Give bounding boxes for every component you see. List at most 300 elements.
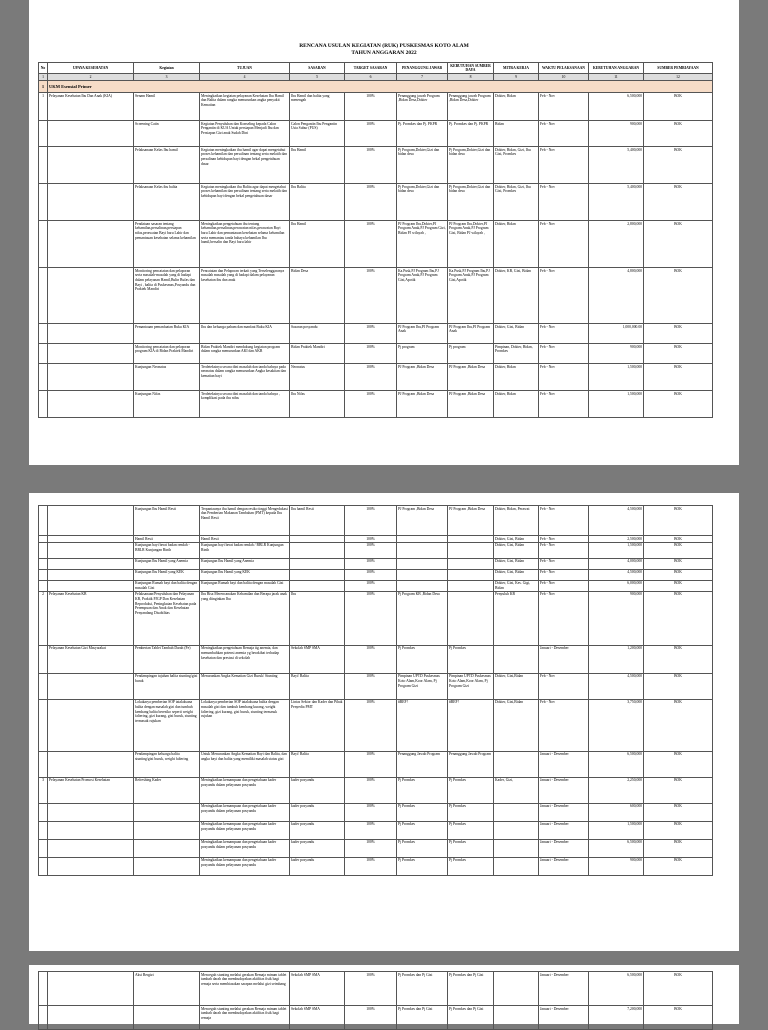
cell-mitra-kerja: Dokter, Gizi, Bidan (494, 324, 539, 344)
cell-sasaran: Bidan Praktek Mandiri (290, 344, 345, 364)
document-title: RENCANA USULAN KEGIATAN (RUK) PUSKESMAS KOTO ALAM (299, 43, 469, 49)
cell-sumber-pembiayaan: BOK (644, 673, 713, 699)
table-body-page-1 (39, 93, 713, 418)
cell-mitra-kerja: Dokter, Bidan, Gizi, Ibu Gizi, Promkes (494, 184, 539, 221)
cell-penanggung-jawab: PJ Program Ibu,PJ Program Anak (397, 324, 448, 344)
table-row (39, 147, 713, 184)
cell-upaya: Pelayanan Kesehatan Ibu Dan Anak (KIA) (48, 93, 134, 121)
cell-waktu: Feb - Nov (539, 344, 589, 364)
table-row (39, 536, 713, 543)
cell-no (39, 857, 48, 875)
cell-sumber-pembiayaan: BOK (644, 751, 713, 777)
cell-tujuan: Meningkatkan kemampuan dan pengetahuan kader posyandu dalam pelayanan posyandu (200, 777, 290, 803)
cell-anggaran: 6,500,000 (589, 93, 644, 121)
cell-target: 100% (345, 391, 397, 418)
cell-mitra-kerja: Dokter, Bidan (494, 93, 539, 121)
cell-no (39, 184, 48, 221)
cell-upaya (48, 857, 134, 875)
cell-target: 100% (345, 569, 397, 580)
cell-sumber-daya (448, 569, 494, 580)
cell-sasaran: Ibu Nifas (290, 391, 345, 418)
cell-upaya (48, 506, 134, 536)
cell-upaya (48, 344, 134, 364)
cell-penanggung-jawab (397, 569, 448, 580)
cell-sumber-daya: Pj Promkes (448, 821, 494, 839)
cell-no: 1 (39, 93, 48, 121)
cell-upaya (48, 821, 134, 839)
cell-mitra-kerja (494, 839, 539, 857)
cell-target: 100% (345, 93, 397, 121)
cell-waktu: Feb - Nov (539, 221, 589, 268)
col-number: 9 (494, 74, 539, 81)
cell-penanggung-jawab: Pj Promkes (397, 803, 448, 821)
cell-kegiatan: Kunjungan bayi berat badan rendah - BBLR Kunjungan Rinth (134, 542, 200, 558)
cell-no (39, 147, 48, 184)
col-number: 6 (345, 74, 397, 81)
cell-upaya: Pelayanan Kesehatan KB (48, 591, 134, 645)
cell-target: 100% (345, 591, 397, 645)
cell-upaya (48, 751, 134, 777)
cell-target: 100% (345, 751, 397, 777)
cell-anggaran: 600,000 (589, 803, 644, 821)
cell-kegiatan: Pendampingan keluarga balita stunting/gizi buruk, weight faltering (134, 751, 200, 777)
cell-waktu: Feb - Nov (539, 506, 589, 536)
cell-tujuan: Terdeteksinya secara dini masalah dan tanda bahaya , komplikasi pada ibu nifas (200, 391, 290, 418)
cell-target: 100% (345, 536, 397, 543)
cell-tujuan: Meningkatkan pengetahuan ibu tentang kehamilan,persalinan,perawatan nifas,perawatan Bayi baru Lahir dan pemantauan kesehatan selama kehamilan serta memantau tanda bahaya kehamilan Ibu hamil,bersalin dan Bayi baru lahir (200, 221, 290, 268)
cell-upaya (48, 580, 134, 591)
cell-mitra-kerja: Kader, Gizi, (494, 777, 539, 803)
cell-sumber-pembiayaan: BOK (644, 506, 713, 536)
cell-sasaran: Ibu Hamil (290, 221, 345, 268)
table-row (39, 972, 713, 1006)
cell-sumber-daya: Pj Promkes (448, 803, 494, 821)
cell-sumber-daya: Pj Promkes (448, 839, 494, 857)
cell-sumber-pembiayaan: BOK (644, 857, 713, 875)
cell-sumber-pembiayaan: BOK (644, 536, 713, 543)
section-number: 1 (39, 81, 48, 93)
table-row (39, 344, 713, 364)
cell-waktu: Januari - Desember (539, 803, 589, 821)
table-row (39, 184, 713, 221)
cell-sumber-pembiayaan: BOK (644, 645, 713, 673)
cell-waktu: Januari - Desember (539, 1006, 589, 1030)
cell-mitra-kerja (494, 972, 539, 1006)
cell-sumber-pembiayaan: BOK (644, 569, 713, 580)
cell-sumber-pembiayaan: BOK (644, 147, 713, 184)
cell-no (39, 839, 48, 857)
cell-sumber-daya: Pj Promkes (448, 857, 494, 875)
cell-sumber-pembiayaan: BOK (644, 1006, 713, 1030)
cell-sasaran: Sekolah SMP SMA (290, 1006, 345, 1030)
cell-upaya (48, 268, 134, 324)
cell-sumber-pembiayaan: BOK (644, 972, 713, 1006)
cell-waktu: Feb - Nov (539, 536, 589, 543)
cell-mitra-kerja (494, 821, 539, 839)
cell-kegiatan: Refreshing Kader (134, 777, 200, 803)
cell-sasaran: Lintas Sektor dan Kader dan Pihak Penyedia PMT (290, 699, 345, 751)
cell-penanggung-jawab: PJ Program ,Bidan Desa (397, 506, 448, 536)
cell-anggaran: 900,000 (589, 121, 644, 147)
cell-penanggung-jawab: Penanggung Jawab Program (397, 751, 448, 777)
cell-sasaran (290, 542, 345, 558)
cell-upaya (48, 364, 134, 391)
col-number: 8 (448, 74, 494, 81)
cell-sumber-pembiayaan: BOK (644, 803, 713, 821)
cell-sasaran: Sekolah SMP SMA (290, 972, 345, 1006)
table-row (39, 857, 713, 875)
col-number: 4 (200, 74, 290, 81)
cell-tujuan: Meningkatkan kegiatan pelayanan Kesehatan Ibu Hamil dan Balita dalam rangka menurunkan angka penyakit Kematian (200, 93, 290, 121)
cell-no (39, 1006, 48, 1030)
cell-kegiatan: Kunjungan Neonatus (134, 364, 200, 391)
cell-sasaran: Calon Pengantin Ibu Pengantin Usia Subur (PUS) (290, 121, 345, 147)
cell-sumber-daya (448, 591, 494, 645)
cell-sasaran (290, 558, 345, 569)
cell-kegiatan (134, 839, 200, 857)
cell-waktu: Feb - Nov (539, 268, 589, 324)
cell-sumber-pembiayaan: BOK (644, 580, 713, 591)
table-row (39, 777, 713, 803)
cell-upaya (48, 391, 134, 418)
cell-waktu: Januari - Desember (539, 972, 589, 1006)
page-2 (29, 493, 739, 951)
cell-kegiatan: Kunjungan Nifas (134, 391, 200, 418)
cell-upaya (48, 1006, 134, 1030)
col-header: Kegiatan (134, 63, 200, 74)
cell-tujuan: Lokakarya pemberian SOP tatalaksana balita dengan masalah gizi dan tumbuh kembang kurang, weight faltering, gizi kurang, gizi buruk, stunting termasuk rujukan (200, 699, 290, 751)
table-row (39, 751, 713, 777)
section-label: UKM Esensial Primer (48, 81, 713, 93)
cell-anggaran: 6,500,000 (589, 972, 644, 1006)
cell-upaya (48, 803, 134, 821)
cell-tujuan: Hamil Resti (200, 536, 290, 543)
cell-mitra-kerja (494, 857, 539, 875)
cell-anggaran: 4,800,000 (589, 268, 644, 324)
cell-upaya (48, 558, 134, 569)
cell-kegiatan: Kunjungan Rumah bayi dan balita dengan masalah Gizi (134, 580, 200, 591)
cell-tujuan: Mencegah stunting melalui gerakan Remaja minum tablet tambah darah dan membudayakan aktifitas fisik bagi remaja serta membiasakan sarapan melalui gizi seimbang (200, 972, 290, 1006)
cell-target: 100% (345, 645, 397, 673)
cell-sumber-pembiayaan: BOK (644, 391, 713, 418)
cell-anggaran: 1,500,000 (589, 821, 644, 839)
cell-tujuan: Ibu dan keluarga paham dan manfaat Buku KIA (200, 324, 290, 344)
cell-kegiatan: Lokakarya pemberian SOP tatalaksana balita dengan masalah gizi dan tumbuh kembang balita beresiko seperti weight faltering, gizi kurang, gizi buruk, stunting termasuk rujukan (134, 699, 200, 751)
cell-waktu: Feb - Nov (539, 591, 589, 645)
cell-sumber-daya: Pimpinan UPTD Puskesmas Koto Alam,Koor Alam, Pj Program Gizi (448, 673, 494, 699)
document-subtitle: TAHUN ANGGARAN 2022 (351, 50, 417, 56)
cell-sumber-daya: Penanggung jawab Program ,Bidan Desa,Dokter (448, 93, 494, 121)
ruk-table-page-3 (38, 971, 713, 1030)
cell-target: 100% (345, 839, 397, 857)
cell-penanggung-jawab: Pj Promkes (397, 839, 448, 857)
cell-sumber-daya (448, 536, 494, 543)
cell-target: 100% (345, 972, 397, 1006)
cell-mitra-kerja: Dokter, Bidan, Gizi, Ibu Gizi, Promkes (494, 147, 539, 184)
col-number: 2 (48, 74, 134, 81)
cell-kegiatan: Hamil Resti (134, 536, 200, 543)
cell-anggaran: 6,000,000 (589, 580, 644, 591)
cell-mitra-kerja: Dokter, Gizi, Kes. Gigi, Bidan (494, 580, 539, 591)
table-row (39, 221, 713, 268)
cell-target: 100% (345, 857, 397, 875)
cell-upaya (48, 972, 134, 1006)
section-row (39, 81, 713, 93)
cell-upaya (48, 673, 134, 699)
cell-sumber-pembiayaan: BOK (644, 777, 713, 803)
cell-waktu: Feb - Nov (539, 580, 589, 591)
cell-upaya (48, 569, 134, 580)
cell-mitra-kerja: Pimpinan, Dokter, Bidan, Promkes (494, 344, 539, 364)
cell-target: 100% (345, 777, 397, 803)
table-row (39, 591, 713, 645)
cell-sumber-daya: PJ Program ,Bidan Desa (448, 364, 494, 391)
cell-sumber-daya: Pj Promkes dan Pj Gizi (448, 972, 494, 1006)
cell-waktu: Januari - Desember (539, 777, 589, 803)
cell-waktu: Januari - Desember (539, 857, 589, 875)
cell-kegiatan: Pendataan sasaran tentang kehamilan,persalinan,persiapan nifas,perawatan Bayi baru Lahir dan pemantauan kesehatan selama kehamilan (134, 221, 200, 268)
cell-waktu: Feb - Nov (539, 364, 589, 391)
cell-sumber-daya: Pj program (448, 344, 494, 364)
cell-tujuan: Kegiatan meningkatkan ibu hamil agar dapat mengetahui proses kehamilan dan persalinan tentang serta melatih dan persalinan kehidupan bayi dengan bekal pengetahuan dasar (200, 147, 290, 184)
cell-penanggung-jawab: Pimpinan UPTD Puskesmas Koto Alam,Koor Alam, Pj Program Gizi (397, 673, 448, 699)
cell-penanggung-jawab (397, 558, 448, 569)
cell-mitra-kerja: Dokter, Bidan, Perawat (494, 506, 539, 536)
cell-anggaran: 4,500,000 (589, 673, 644, 699)
cell-sasaran: Ibu hamil Resti (290, 506, 345, 536)
cell-upaya: Pelayanan Kesehatan Promosi Kesehatan (48, 777, 134, 803)
cell-target: 100% (345, 324, 397, 344)
table-row (39, 268, 713, 324)
cell-target: 100% (345, 673, 397, 699)
cell-sumber-daya: Penanggung Jawab Program (448, 751, 494, 777)
cell-penanggung-jawab: PJ Program Ibu,Dokter,PJ Program Anak,PJ Program Gizi, Bidan PJ wilayah , (397, 221, 448, 268)
cell-sumber-daya: #REF! (448, 699, 494, 751)
cell-upaya (48, 536, 134, 543)
cell-tujuan: Terpantaunya ibu hamil dengan resiko tinggi Mengedukasi dan Pemberian Makanan Tambahan (PMT) kepada Ibu Hamil Resti (200, 506, 290, 536)
cell-tujuan: Ibu Bisa Merencanakan Kehamilan dan Berapa jarak anak yang diinginkan Ibu (200, 591, 290, 645)
cell-sumber-pembiayaan: BOK (644, 364, 713, 391)
cell-anggaran: 6,500,000 (589, 839, 644, 857)
cell-penanggung-jawab: Pj Promkes (397, 857, 448, 875)
cell-no (39, 821, 48, 839)
cell-sasaran: Ibu Hamil (290, 147, 345, 184)
col-number: 3 (134, 74, 200, 81)
cell-tujuan: Mencegah stunting melalui gerakan Remaja minum tablet tambah darah dan membudayakan aktifitas fisik bagi remaja (200, 1006, 290, 1030)
cell-upaya (48, 542, 134, 558)
cell-tujuan: Kunjungan bayi berat badan rendah / BBLR Kunjungan Rinth (200, 542, 290, 558)
cell-anggaran: 1,500,000 (589, 391, 644, 418)
cell-waktu: Januari - Desember (539, 751, 589, 777)
cell-sasaran: Sasaran posyandu (290, 324, 345, 344)
col-number: 10 (539, 74, 589, 81)
table-row (39, 803, 713, 821)
cell-sumber-daya: Pj Promkes (448, 777, 494, 803)
cell-upaya: Pelayanan Kesehatan Gizi Masyarakat (48, 645, 134, 673)
cell-kegiatan: Pemberian Tablet Tambah Darah (Fe) (134, 645, 200, 673)
cell-anggaran: 4,500,000 (589, 506, 644, 536)
cell-sumber-daya: Pj Program,Dokter,Gizi dan bidan desa (448, 147, 494, 184)
cell-sumber-pembiayaan: BOK (644, 221, 713, 268)
cell-mitra-kerja: Dokter, Bidan (494, 364, 539, 391)
cell-target: 100% (345, 147, 397, 184)
cell-target: 100% (345, 699, 397, 751)
cell-kegiatan: Senam Hamil (134, 93, 200, 121)
cell-sumber-pembiayaan: BOK (644, 344, 713, 364)
cell-no (39, 268, 48, 324)
cell-penanggung-jawab: #REF! (397, 699, 448, 751)
cell-sumber-pembiayaan: BOK (644, 821, 713, 839)
table-row (39, 1006, 713, 1030)
col-header: No (39, 63, 48, 74)
cell-penanggung-jawab: PJ Program ,Bidan Desa (397, 364, 448, 391)
table-row (39, 580, 713, 591)
cell-kegiatan: Kunjungan Ibu Hamil yang KEK (134, 569, 200, 580)
cell-anggaran: 900,000 (589, 591, 644, 645)
cell-sasaran: kader posyandu (290, 803, 345, 821)
cell-sumber-daya: Pj. Promkes dan Pj. PKPR (448, 121, 494, 147)
cell-no (39, 803, 48, 821)
cell-anggaran: 1,200,000 (589, 645, 644, 673)
cell-waktu: Feb - Nov (539, 558, 589, 569)
cell-penanggung-jawab: Pj Promkes dan Pj Gizi (397, 972, 448, 1006)
col-number: 12 (644, 74, 713, 81)
cell-anggaran: 5,400,000 (589, 147, 644, 184)
cell-penanggung-jawab (397, 536, 448, 543)
cell-kegiatan: Kunjungan Ibu Hamil Resti (134, 506, 200, 536)
cell-target: 100% (345, 506, 397, 536)
table-row (39, 558, 713, 569)
cell-mitra-kerja (494, 803, 539, 821)
cell-mitra-kerja: Dokter, Gizi, Bidan (494, 569, 539, 580)
cell-target: 100% (345, 268, 397, 324)
cell-kegiatan: Pelaksanaan Kelas ibu balita (134, 184, 200, 221)
cell-sasaran (290, 536, 345, 543)
cell-sasaran: Neonatus (290, 364, 345, 391)
cell-no (39, 391, 48, 418)
cell-waktu: Feb - Nov (539, 542, 589, 558)
cell-anggaran: 6,500,000 (589, 751, 644, 777)
cell-sumber-daya: PJ Program ,Bidan Desa (448, 506, 494, 536)
cell-sasaran: Sekolah SMP SMA (290, 645, 345, 673)
cell-penanggung-jawab (397, 542, 448, 558)
cell-sumber-pembiayaan: BOK (644, 591, 713, 645)
cell-kegiatan: Aksi Bergizi (134, 972, 200, 1006)
cell-sumber-daya (448, 542, 494, 558)
cell-waktu: Feb - Nov (539, 93, 589, 121)
cell-sumber-pembiayaan: BOK (644, 268, 713, 324)
cell-penanggung-jawab: Pj program (397, 344, 448, 364)
table-row (39, 673, 713, 699)
cell-target: 100% (345, 121, 397, 147)
cell-kegiatan: Monitoring pencatatan dan pelaporan program KIA di Bidan Praktek Mandiri (134, 344, 200, 364)
cell-sasaran: Ibu Balita (290, 184, 345, 221)
cell-target: 100% (345, 1006, 397, 1030)
table-row (39, 391, 713, 418)
table-row (39, 364, 713, 391)
cell-mitra-kerja (494, 645, 539, 673)
header-row (39, 63, 713, 74)
cell-no (39, 542, 48, 558)
cell-waktu: Feb - Nov (539, 569, 589, 580)
cell-mitra-kerja: Dokter, Bidan (494, 221, 539, 268)
cell-penanggung-jawab (397, 580, 448, 591)
cell-penanggung-jawab: Pj Program,Dokter,Gizi dan bidan desa (397, 147, 448, 184)
cell-mitra-kerja: Dokter, Gizi,Bidan (494, 699, 539, 751)
cell-waktu: Feb - Nov (539, 147, 589, 184)
cell-target: 100% (345, 344, 397, 364)
ruk-table-page-2 (38, 505, 713, 876)
cell-sasaran: kader posyandu (290, 839, 345, 857)
cell-anggaran: 2,800,000 (589, 221, 644, 268)
cell-upaya (48, 699, 134, 751)
cell-upaya (48, 221, 134, 268)
cell-tujuan: Untuk Menurunkan Angka Kematian Bayi dan Balita, dan angka bayi dan balita yang memiliki masalah status gizi (200, 751, 290, 777)
cell-sasaran: Bayi/ Balita (290, 673, 345, 699)
cell-waktu: Januari - Desember (539, 839, 589, 857)
cell-no (39, 506, 48, 536)
cell-target: 100% (345, 558, 397, 569)
cell-sasaran: Ibu (290, 591, 345, 645)
table-row (39, 645, 713, 673)
cell-penanggung-jawab: Penanggung jawab Program ,Bidan Desa,Dokter (397, 93, 448, 121)
cell-sumber-pembiayaan: BOK (644, 121, 713, 147)
cell-mitra-kerja: Penyuluh KB (494, 591, 539, 645)
cell-penanggung-jawab: Pj Promkes (397, 821, 448, 839)
cell-kegiatan: Pemantauan pemanfaatan Buku KIA (134, 324, 200, 344)
cell-anggaran: 3,750,000 (589, 699, 644, 751)
cell-tujuan: Terdeteksinya secara dini masalah dan tanda bahaya pada neonatus dalam rangka menurunkan Angka kesakitan dan kematian bayi (200, 364, 290, 391)
cell-sumber-pembiayaan: BOK (644, 184, 713, 221)
cell-target: 100% (345, 221, 397, 268)
cell-upaya (48, 121, 134, 147)
cell-no (39, 344, 48, 364)
cell-anggaran: 900,000 (589, 857, 644, 875)
cell-anggaran: 7,200,000 (589, 1006, 644, 1030)
col-header: UPAYA KESEHATAN (48, 63, 134, 74)
table-row (39, 93, 713, 121)
cell-kegiatan: Kunjungan Ibu Hamil yang Anemia (134, 558, 200, 569)
cell-no (39, 221, 48, 268)
table-row (39, 699, 713, 751)
cell-upaya (48, 184, 134, 221)
cell-anggaran: 4,500,000 (589, 569, 644, 580)
col-number: 11 (589, 74, 644, 81)
table-row (39, 121, 713, 147)
cell-anggaran: 1,000,000.00 (589, 324, 644, 344)
cell-upaya (48, 324, 134, 344)
cell-sasaran: Bayi/ Balita (290, 751, 345, 777)
cell-target: 100% (345, 821, 397, 839)
cell-tujuan: Pencatatan dan Pelaporan terkait yang Terselenggaranya masalah masalah yang di hadapi dalam pelayanan kesehatan ibu dan anak (200, 268, 290, 324)
col-header: KEBUTUHAN ANGGARAN (589, 63, 644, 74)
cell-tujuan: Kunjungan Ibu Hamil yang KEK (200, 569, 290, 580)
col-header: MITRA KERJA (494, 63, 539, 74)
cell-no: 3 (39, 777, 48, 803)
cell-penanggung-jawab: Pj Promkes (397, 645, 448, 673)
col-header: SUMBER PEMBIAYAAN (644, 63, 713, 74)
cell-target: 100% (345, 803, 397, 821)
cell-tujuan: Bidan Praktek Mandiri mendukung kegiatan program dalam rangka menurunkan AKI dan AKB (200, 344, 290, 364)
page-3 (29, 965, 739, 1024)
cell-sumber-daya: Pj Promkes dan Pj Gizi (448, 1006, 494, 1030)
table-row (39, 506, 713, 536)
cell-sumber-pembiayaan: BOK (644, 542, 713, 558)
cell-sumber-daya (448, 558, 494, 569)
cell-mitra-kerja (494, 751, 539, 777)
cell-target: 100% (345, 184, 397, 221)
col-header: TUJUAN (200, 63, 290, 74)
